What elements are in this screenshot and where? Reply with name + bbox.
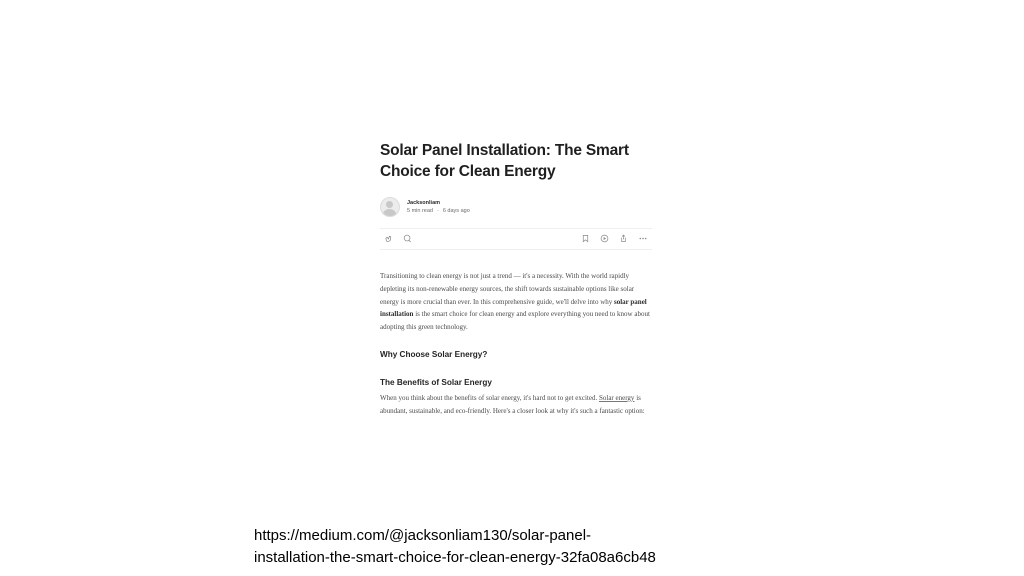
share-icon[interactable]: [619, 234, 628, 245]
article-screenshot: [380, 140, 652, 418]
caption-line-1: https://medium.com/@jacksonliam130/solar-panel-: [254, 527, 592, 544]
published-date: 6 days ago: [442, 208, 470, 214]
more-icon[interactable]: [638, 234, 648, 245]
article-action-bar: [380, 228, 652, 250]
clap-icon[interactable]: [384, 234, 393, 245]
source-url-caption: [254, 525, 656, 569]
solar-energy-link[interactable]: Solar energy: [598, 393, 635, 402]
meta-line: [407, 207, 470, 215]
action-bar-left: [384, 234, 412, 245]
author-meta: [407, 199, 470, 215]
comment-icon[interactable]: [403, 234, 412, 245]
intro-bold-text: solar panel installation: [380, 297, 647, 319]
subsection-heading: The Benefits of Solar Energy: [380, 377, 492, 387]
benefits-text-2: is abundant, sustainable, and eco-friendly. Here's a closer look at why it's such a fantastic option:: [380, 393, 645, 415]
section-heading: Why Choose Solar Energy?: [380, 349, 488, 359]
action-bar-right: [581, 234, 648, 245]
meta-separator: ·: [437, 208, 439, 214]
bookmark-icon[interactable]: [581, 234, 590, 245]
author-row: [380, 197, 652, 217]
intro-paragraph: [380, 270, 652, 334]
author-name[interactable]: Jacksonliam: [407, 200, 441, 206]
intro-text-1: Transitioning to clean energy is not just a trend — it's a necessity. With the world rapidly depleting its non-renewable energy sources, the shift towards sustainable options like solar energy is more crucial than ever. In this comprehensive guide, we'll delve into why: [380, 272, 635, 306]
benefits-paragraph: [380, 392, 652, 418]
avatar[interactable]: [380, 197, 400, 217]
intro-text-2: is the smart choice for clean energy and explore everything you need to know about adopting this green technology.: [380, 310, 650, 332]
play-icon[interactable]: [600, 234, 609, 245]
read-time: 5 min read: [407, 208, 433, 214]
caption-line-2: installation-the-smart-choice-for-clean-energy-32fa08a6cb48: [254, 549, 656, 566]
article-title: Solar Panel Installation: The Smart Choice for Clean Energy: [380, 142, 629, 180]
benefits-text-1: When you think about the benefits of solar energy, it's hard not to get excited.: [380, 393, 599, 402]
